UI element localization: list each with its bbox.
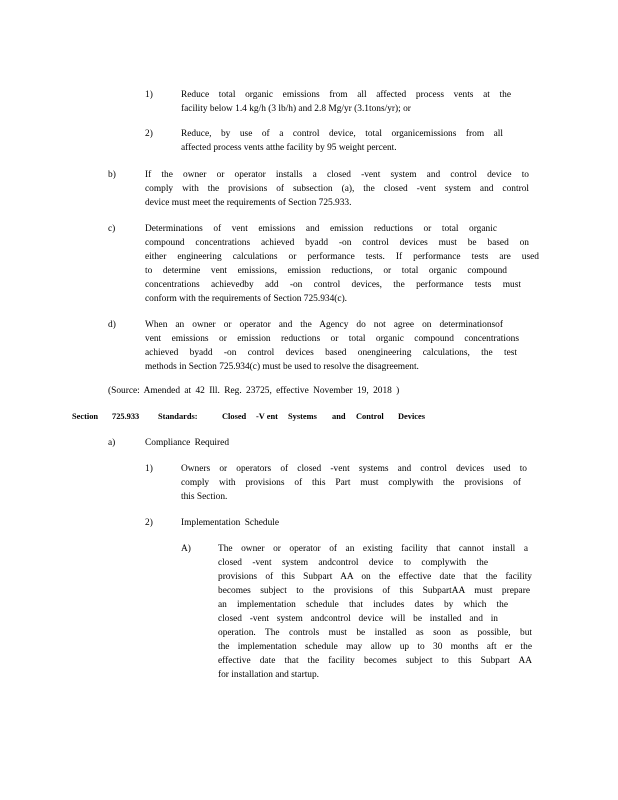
item-A-line: effective date that the facility becomes subject to this Subpart AA [218, 656, 532, 666]
section-label: Section [72, 412, 99, 421]
item-c-line: compound concentrations achieved byadd -on control devices must be based on [145, 238, 529, 248]
source-note: (Source: Amended at 42 Ill. Reg. 23725, effective November 19, 2018 ) [108, 386, 400, 396]
item-d-line: methods in Section 725.934(c) must be used to resolve the disagreement. [145, 362, 419, 372]
item-1-line: Reduce total organic emissions from all affected process vents at the [181, 90, 511, 100]
item-c-line: to determine vent emissions, emission reductions, or total organic compound [145, 266, 507, 276]
section-title-word: Devices [398, 412, 425, 421]
item-A-line: operation. The controls must be installed as soon as possible, but [218, 628, 532, 638]
item-A-line: closed -vent system andcontrol device to complywith the [218, 558, 488, 568]
section-title-word: Control [356, 412, 384, 421]
item-A-line: the implementation schedule may allow up to 30 months aft er the [218, 642, 532, 652]
item-c-line: either engineering calculations or performance tests. If performance tests are used [145, 252, 539, 262]
item-c-line: conform with the requirements of Section 725.934(c). [145, 294, 348, 304]
item-A-line: closed -vent system andcontrol device will be installed and in [218, 614, 498, 624]
item-d-text [145, 318, 519, 374]
item-A-text [218, 542, 532, 682]
item-b-text [145, 168, 529, 210]
item-A-line: provisions of this Subpart AA on the effective date that the facility [218, 572, 532, 582]
item-c-line: Determinations of vent emissions and emission reductions or total organic [145, 224, 497, 234]
item-A-line: The owner or operator of an existing facility that cannot install a [218, 544, 528, 554]
item-c-line: concentrations achievedby add -on control devices, the performance tests must [145, 280, 521, 290]
item-A-line: an implementation schedule that includes dates by which the [218, 600, 508, 610]
item-A-line: becomes subject to the provisions of this SubpartAA must prepare [218, 586, 530, 596]
item-d-line: vent emissions or emission reductions or total organic compound concentrations [145, 334, 519, 344]
item-a2-label: 2) [145, 518, 153, 528]
item-d-line: achieved byadd -on control devices based onengineering calculations, the test [145, 348, 517, 358]
item-a1-line: comply with provisions of this Part must complywith the provisions of [181, 478, 521, 488]
item-2-line: Reduce, by use of a control device, total organicemissions from all [181, 129, 503, 139]
item-A-label: A) [181, 544, 191, 554]
item-d-line: When an owner or operator and the Agency do not agree on determinationsof [145, 320, 503, 330]
section-title-word: Systems [288, 412, 317, 421]
item-a2-text: Implementation Schedule [181, 518, 280, 528]
item-a1-line: Owners or operators of closed -vent systems and control devices used to [181, 464, 527, 474]
item-d-label: d) [108, 320, 116, 330]
section-title-word: and [332, 412, 346, 421]
item-1-line: facility below 1.4 kg/h (3 lb/h) and 2.8 Mg/yr (3.1tons/yr); or [181, 104, 411, 114]
item-c-text [145, 222, 539, 306]
section-title-word: Closed [222, 412, 247, 421]
item-a1-label: 1) [145, 464, 153, 474]
item-a1-line: this Section. [181, 492, 228, 502]
item-b-line: comply with the provisions of subsection (a), the closed -vent system and control [145, 184, 529, 194]
item-1-text [181, 88, 511, 116]
item-2-text [181, 127, 503, 155]
item-b-line: device must meet the requirements of Section 725.933. [145, 198, 352, 208]
item-a-label: a) [108, 438, 116, 448]
section-title-word: Standards: [158, 412, 198, 421]
item-c-label: c) [108, 224, 116, 234]
item-1-label: 1) [145, 90, 153, 100]
item-a-text: Compliance Required [145, 438, 230, 448]
item-b-label: b) [108, 170, 116, 180]
item-2-label: 2) [145, 129, 153, 139]
item-A-line: for installation and startup. [218, 670, 320, 680]
section-title-word: -V ent [256, 412, 278, 421]
item-2-line: affected process vents atthe facility by 95 weight percent. [181, 143, 397, 153]
item-a1-text [181, 462, 527, 504]
section-number: 725.933 [112, 412, 140, 421]
item-b-line: If the owner or operator installs a closed -vent system and control device to [145, 170, 529, 180]
